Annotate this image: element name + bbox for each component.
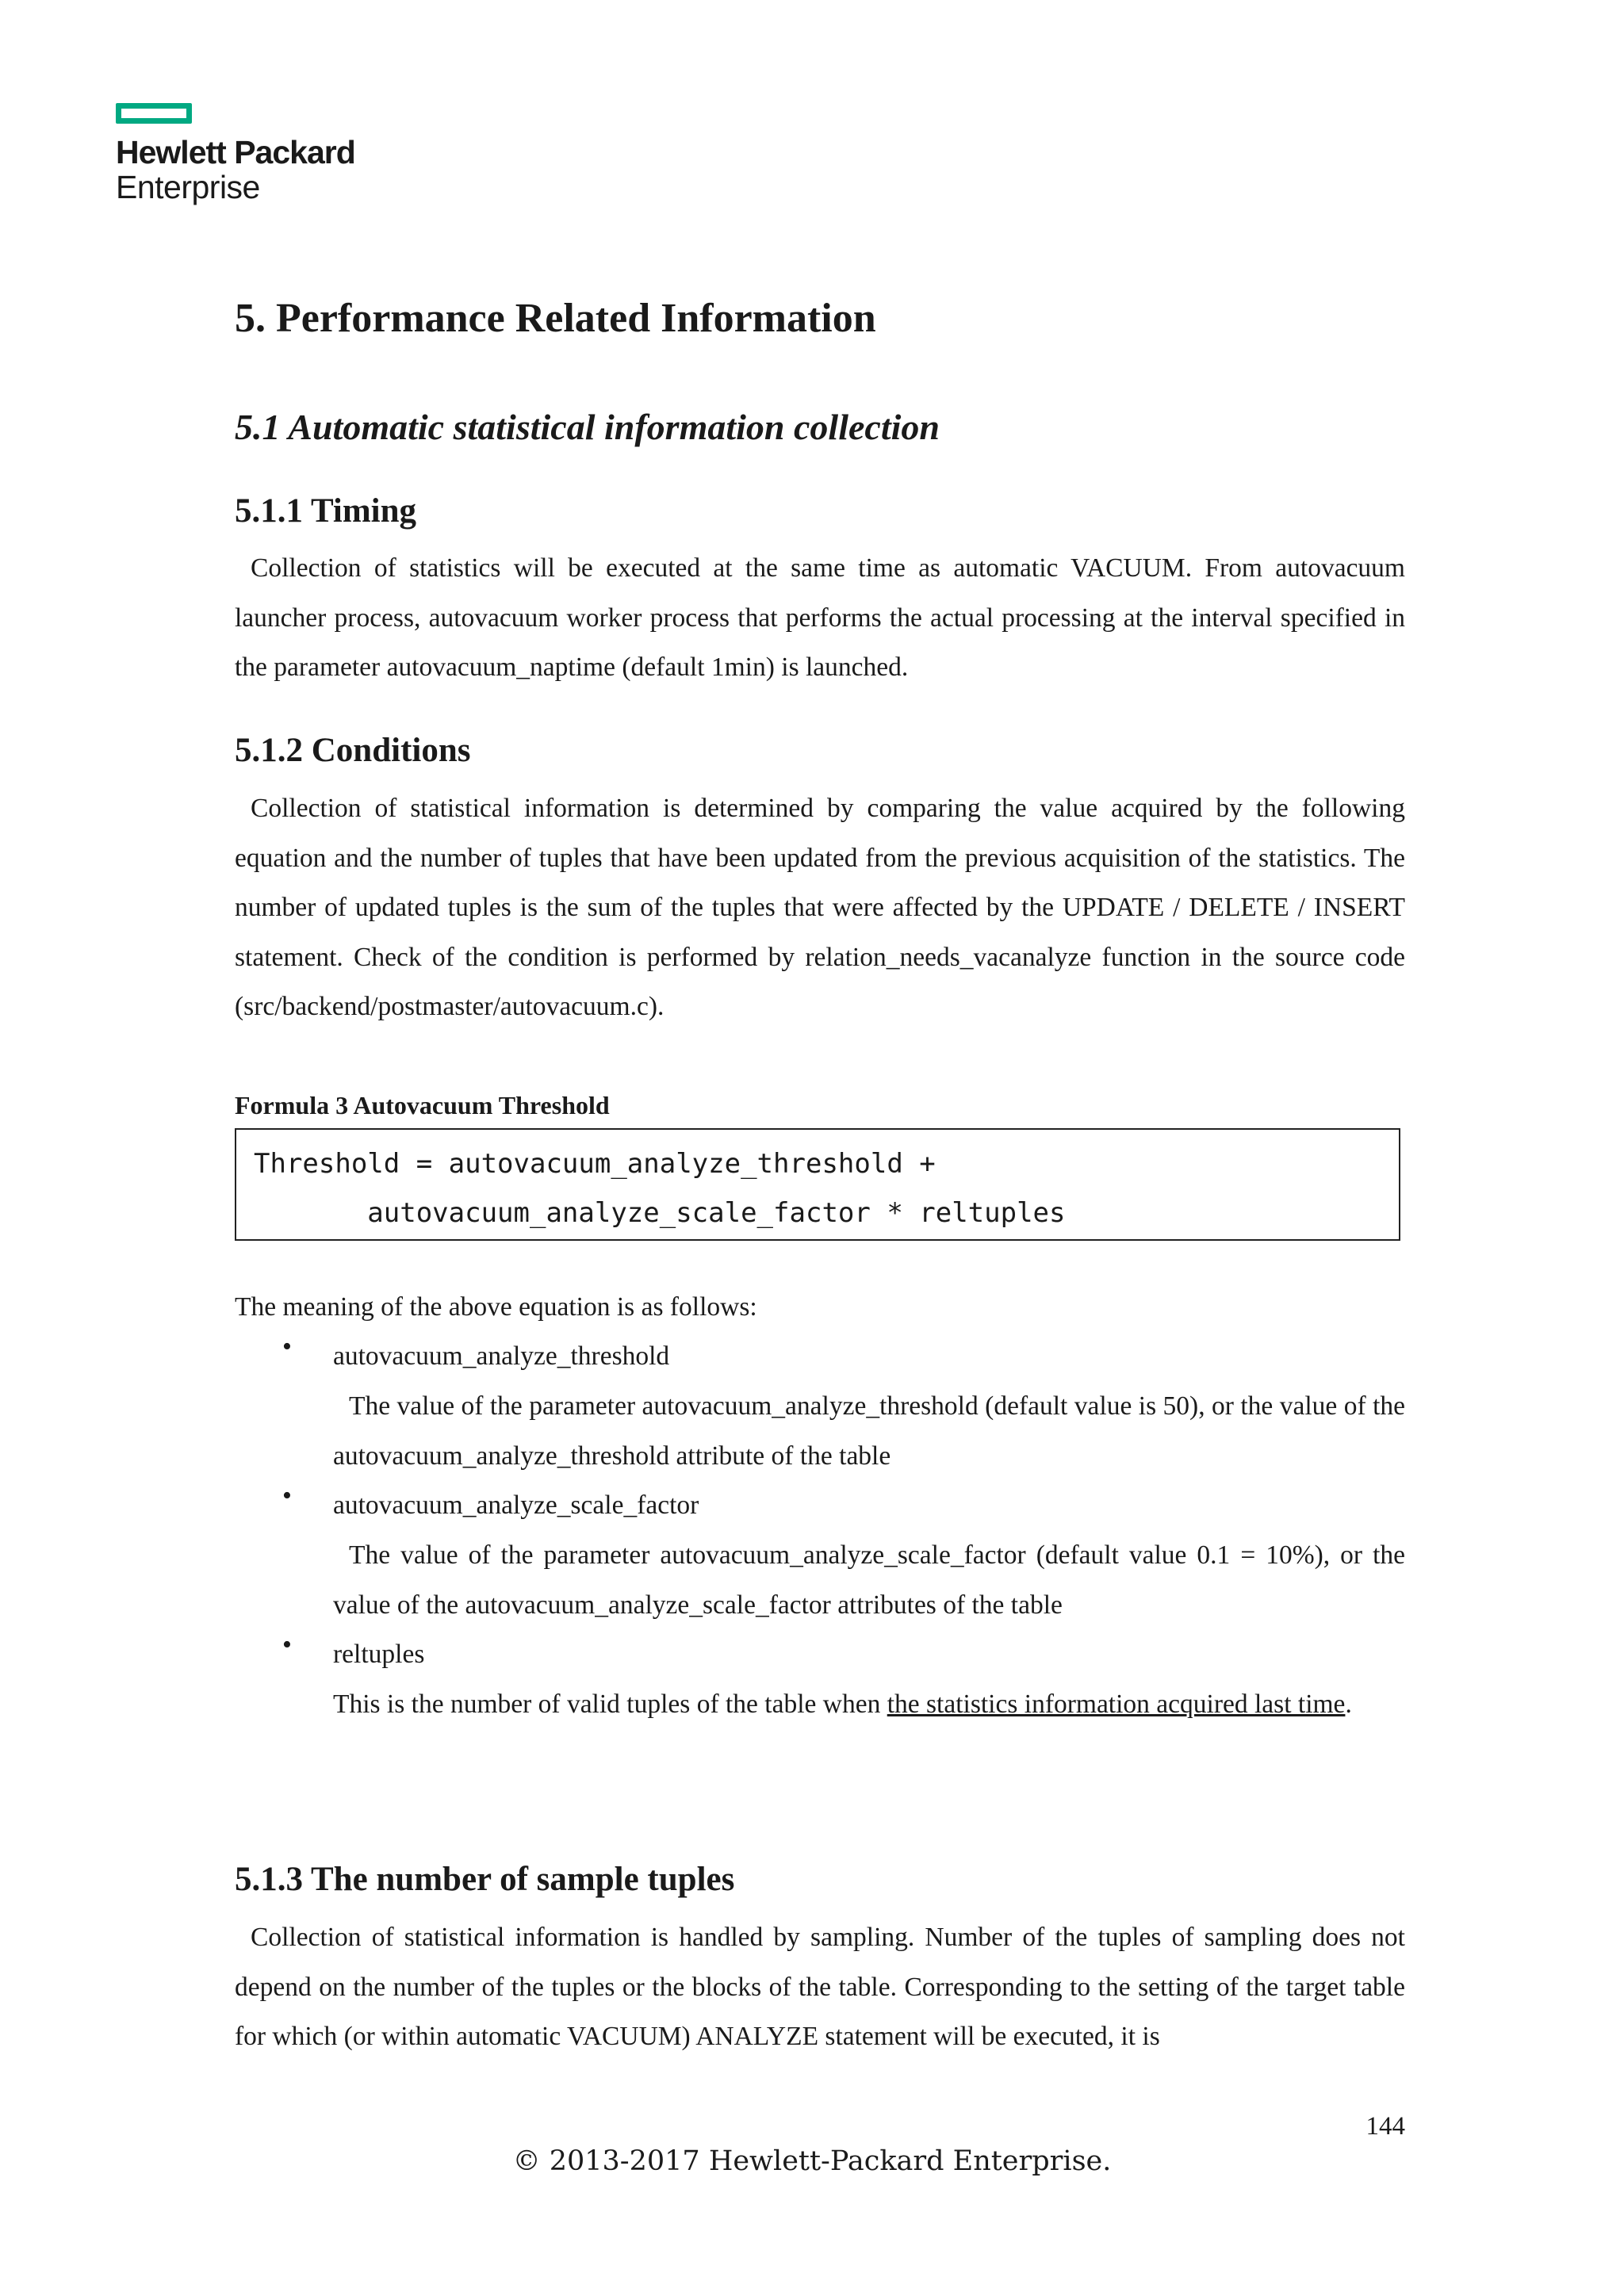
bullet-desc-threshold [333, 1382, 1405, 1481]
reltuples-desc-suffix: . [1345, 1689, 1352, 1719]
bullet-dot: • [282, 1630, 292, 1659]
subsection-title-timing: 5.1.1 Timing [235, 492, 417, 530]
bullet-desc-reltuples [333, 1680, 1405, 1730]
bullet-desc-threshold-text: The value of the parameter autovacuum_analyze_threshold (default value is 50), or the value of the autovacuum_analyze_threshold attribute of the table [333, 1391, 1405, 1471]
logo-text-line2: Enterprise [116, 169, 260, 205]
bullet-desc-scale-factor [333, 1531, 1405, 1630]
paragraph-conditions-text: Collection of statistical information is determined by comparing the value acquired by the following equation and the number of tuples that have been updated from the previous acquisition of the statistics. The number of updated tuples is the sum of the tuples that were affected by the UPDATE / DELETE / INSERT statement. Check of the condition is performed by relation_needs_vacanalyze function in the source code (src/backend/postmaster/autovacuum.c). [235, 794, 1405, 1021]
bullet-term-threshold: autovacuum_analyze_threshold [333, 1341, 670, 1371]
paragraph-conditions [235, 784, 1405, 1032]
formula-box [235, 1128, 1400, 1241]
subsection-title-sample: 5.1.3 The number of sample tuples [235, 1861, 735, 1898]
reltuples-desc-prefix: This is the number of valid tuples of the table when [333, 1689, 887, 1719]
subsection-title-conditions: 5.1.2 Conditions [235, 732, 471, 769]
formula-line-1: Threshold = autovacuum_analyze_threshold + [254, 1148, 936, 1180]
hpe-logo [116, 103, 355, 205]
bullet-desc-scale-factor-text: The value of the parameter autovacuum_analyze_scale_factor (default value 0.1 = 10%), or the value of the autovacuum_analyze_scale_factor attributes of the table [333, 1540, 1405, 1620]
bullet-dot: • [282, 1332, 292, 1361]
logo-text-line1: Hewlett Packard [116, 134, 355, 170]
bullet-dot: • [282, 1481, 292, 1510]
bullet-term-reltuples: reltuples [333, 1640, 425, 1669]
meaning-intro: The meaning of the above equation is as follows: [235, 1292, 757, 1322]
reltuples-desc-underlined: the statistics information acquired last time [887, 1689, 1346, 1719]
paragraph-sample [235, 1913, 1405, 2062]
formula-line-2: autovacuum_analyze_scale_factor * reltuples [254, 1197, 1066, 1229]
section-title: 5.1 Automatic statistical information collection [235, 407, 940, 447]
chapter-title: 5. Performance Related Information [235, 296, 876, 341]
copyright: © 2013-2017 Hewlett-Packard Enterprise. [512, 2145, 1112, 2177]
paragraph-sample-text: Collection of statistical information is handled by sampling. Number of the tuples of sampling does not depend on the number of the tuples or the blocks of the table. Corresponding to the setting of the target table for which (or within automatic VACUUM) ANALYZE statement will be executed, it is [235, 1923, 1405, 2051]
formula-caption: Formula 3 Autovacuum Threshold [235, 1091, 610, 1119]
bullet-term-scale-factor: autovacuum_analyze_scale_factor [333, 1490, 699, 1520]
hpe-logo-mark [116, 103, 192, 124]
paragraph-timing-text: Collection of statistics will be executed at the same time as automatic VACUUM. From autovacuum launcher process, autovacuum worker process that performs the actual processing at the interval specified in the parameter autovacuum_naptime (default 1min) is launched. [235, 553, 1405, 682]
paragraph-timing [235, 544, 1405, 693]
page-number: 144 [1365, 2112, 1405, 2141]
